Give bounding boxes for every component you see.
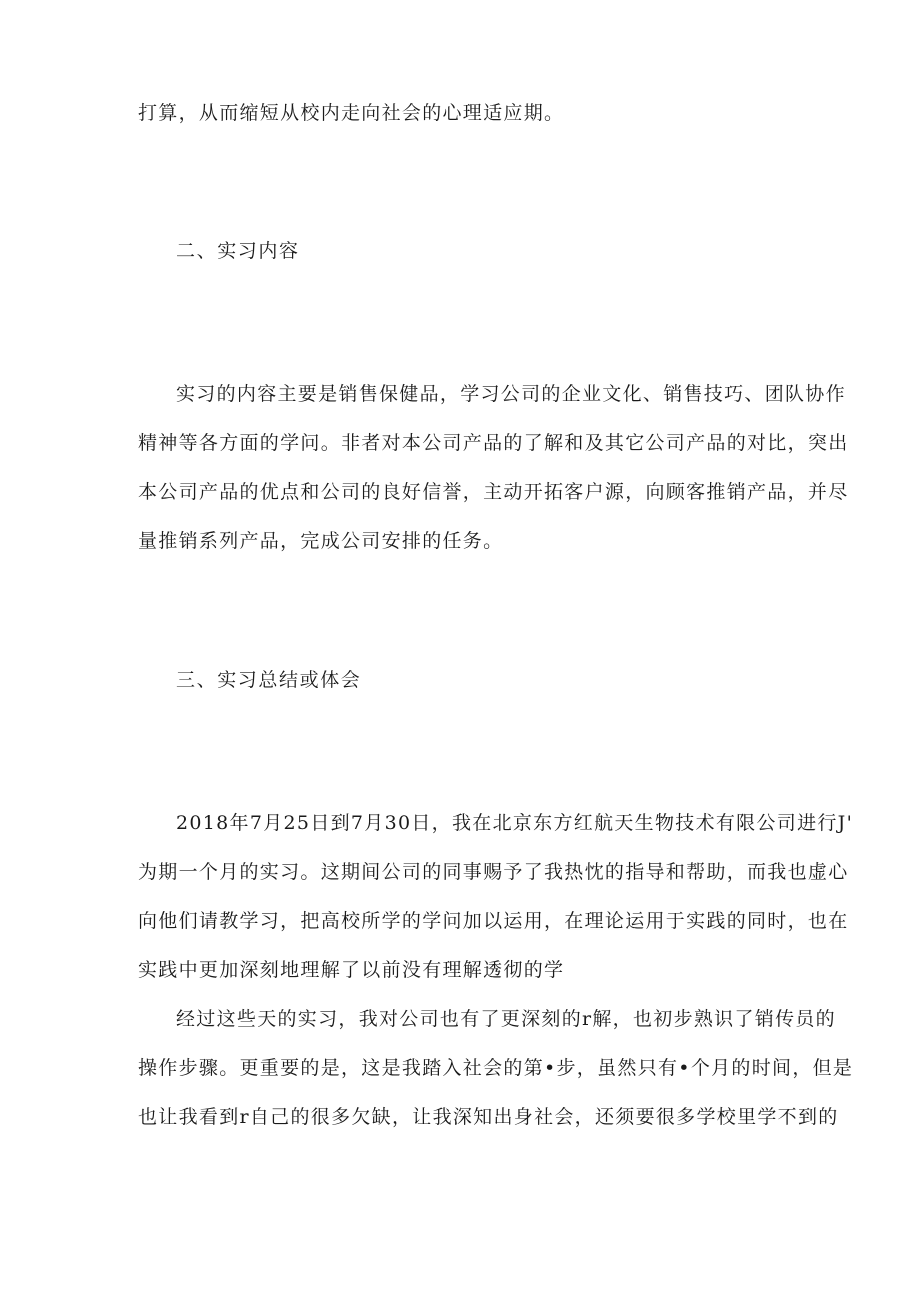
paragraph-line: 经过这些天的实习，我对公司也有了更深刻的r解，也初步熟识了销传员的 — [176, 1008, 836, 1030]
paragraph-line: 实践中更加深刻地理解了以前没有理解透彻的学 — [138, 959, 565, 981]
section-heading-summary: 三、实习总结或体会 — [176, 669, 362, 691]
paragraph-line: 本公司产品的优点和公司的良好信誉，主动开拓客户源，向顾客推销产品，并尽 — [138, 481, 849, 503]
paragraph-line: 实习的内容主要是销售保健品，学习公司的企业文化、销售技巧、团队协作 — [176, 383, 846, 405]
paragraph-line: 精神等各方面的学问。非者对本公司产品的了解和及其它公司产品的对比，突出 — [138, 432, 849, 454]
paragraph-line: 操作步骤。更重要的是，这是我踏入社会的第•步，虽然只有•个月的时间，但是 — [138, 1057, 854, 1079]
paragraph-line: 也让我看到r自己的很多欠缺，让我深知出身社会，还须要很多学校里学不到的 — [138, 1106, 839, 1128]
paragraph-line: 向他们请教学习，把高校所学的学问加以运用，在理论运用于实践的同时，也在 — [138, 910, 849, 932]
continuation-line: 打算，从而缩短从校内走向社会的心理适应期。 — [138, 102, 565, 124]
paragraph-line: 量推销系列产品，完成公司安排的任务。 — [138, 530, 504, 552]
paragraph-line: 2018年7月25日到7月30日，我在北京东方红航天生物技术有限公司进行J' — [176, 812, 854, 834]
section-heading-content: 二、实习内容 — [176, 240, 300, 262]
paragraph-line: 为期一个月的实习。这期间公司的同事赐予了我热忱的指导和帮助，而我也虚心 — [138, 861, 849, 883]
